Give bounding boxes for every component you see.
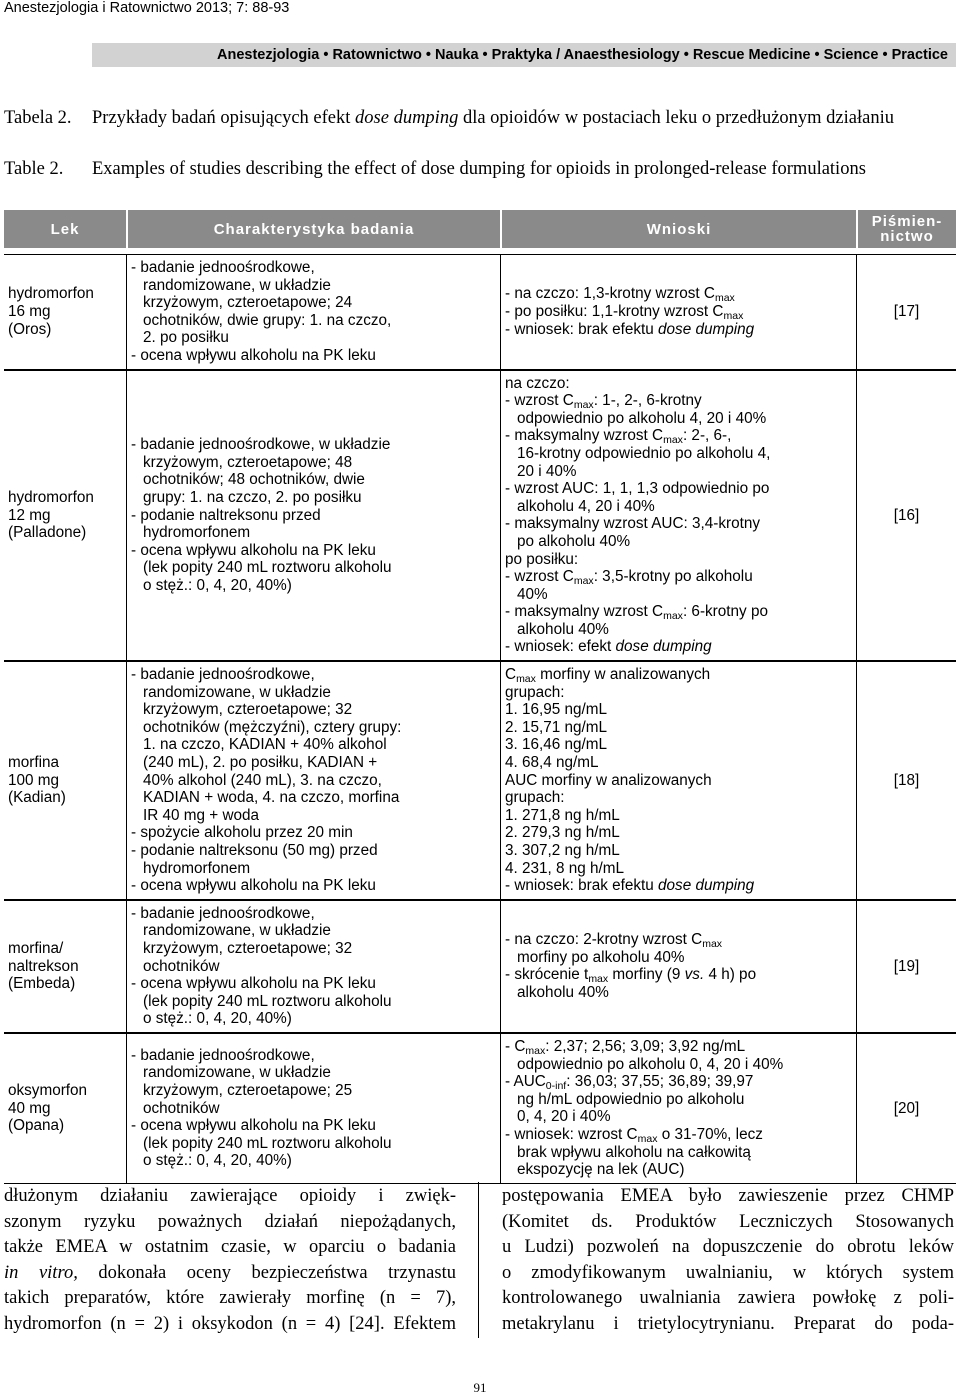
reference-cell: [17] bbox=[856, 254, 956, 370]
caption-text: Przykłady badań opisujących efekt dose dumping dla opioidów w postaciach leku o przedłużonym działaniu bbox=[92, 108, 894, 128]
study-cell: - badanie jednoośrodkowe, randomizowane, w układzie krzyżowym, czteroetapowe; 32 ochotników - ocena wpływu alkoholu na PK leku (lek popity 240 mL roztworu alkoholu o stęż.: 0, 4, 20, 40%) bbox=[126, 900, 500, 1033]
caption-text: Examples of studies describing the effect of dose dumping for opioids in prolonged-release formulations bbox=[92, 159, 866, 179]
table-row bbox=[4, 370, 956, 662]
study-cell: - badanie jednoośrodkowe, w układzie krzyżowym, czteroetapowe; 48 ochotników; 48 ochotników, dwie grupy: 1. na czczo, 2. po posiłku - podanie naltreksonu przed hydromorfonem - ocena wpływu alkoholu na PK leku (lek popity 240 mL roztworu alkoholu o stęż.: 0, 4, 20, 40%) bbox=[126, 370, 500, 662]
journal-banner: Anestezjologia • Ratownictwo • Nauka • Praktyka / Anaesthesiology • Rescue Medicine • Science • Practice bbox=[92, 43, 956, 67]
reference-cell: [18] bbox=[856, 661, 956, 900]
journal-citation: Anestezjologia i Ratownictwo 2013; 7: 88-93 bbox=[4, 0, 290, 16]
caption-label: Tabela 2. bbox=[4, 108, 72, 128]
header-references: Piśmien- nictwo bbox=[856, 210, 956, 248]
header-drug: Lek bbox=[4, 210, 126, 248]
conclusions-cell: - na czczo: 1,3-krotny wzrost $C_{max}$ - po posiłku: 1,1-krotny wzrost $C_{max}$ - wniosek: brak efektu dose dumping bbox=[500, 254, 856, 370]
body-text-left-column: dłużonym działaniu zawierające opioidy i zwięk- szonym ryzyku poważnych działań niepożądanych, także EMEA w ostatnim czasie, w oparciu o badania in vitro, dokonała oceny bezpieczeństwa trzynastu takich preparatów, które zawierały morfinę (n = 7), hydromorfon (n = 2) i oksykodon (n = 4) [24]. Efektem bbox=[4, 1186, 456, 1334]
body-text-right-column: postępowania EMEA było zawieszenie przez CHMP (Komitet ds. Produktów Leczniczych Stosowanych u Ludzi) pozwoleń na dopuszczenie do obrotu leków o zmodyfikowanym uwalnianiu, w których system kontrolowanego uwalniania zawiera powłokę z poli- metakrylanu i trietylocytrynianu. Preparat do poda- bbox=[502, 1186, 954, 1334]
reference-cell: [16] bbox=[856, 370, 956, 662]
table-row bbox=[4, 900, 956, 1033]
study-cell: - badanie jednoośrodkowe, randomizowane, w układzie krzyżowym, czteroetapowe; 32 ochotników (mężczyźni), cztery grupy: 1. na czczo, KADIAN + 40% alkohol (240 mL), 2. po posiłku, KADIAN + 40% alkohol (240 mL), 3. na czczo, KADIAN + woda, 4. na czczo, morfina IR 40 mg + woda - spożycie alkoholu przez 20 min - podanie naltreksonu (50 mg) przed hydromorfonem - ocena wpływu alkoholu na PK leku bbox=[126, 661, 500, 900]
study-cell: - badanie jednoośrodkowe, randomizowane, w układzie krzyżowym, czteroetapowe; 24 ochotników, dwie grupy: 1. na czczo, 2. po posiłku - ocena wpływu alkoholu na PK leku bbox=[126, 254, 500, 370]
column-divider bbox=[478, 1182, 479, 1338]
drug-cell: morfina 100 mg (Kadian) bbox=[4, 661, 126, 900]
table-header-row bbox=[4, 210, 956, 248]
reference-cell: [19] bbox=[856, 900, 956, 1033]
drug-cell: hydromorfon 16 mg (Oros) bbox=[4, 254, 126, 370]
conclusions-cell: $C_{max}$ morfiny w analizowanych grupach: 1. 16,95 ng/mL 2. 15,71 ng/mL 3. 16,46 ng/mL 4. 68,4 ng/mL AUC morfiny w analizowanych grupach: 1. 271,8 ng h/mL 2. 279,3 ng h/mL 3. 307,2 ng h/mL 4. 231, 8 ng h/mL - wniosek: brak efektu dose dumping bbox=[500, 661, 856, 900]
table-row bbox=[4, 661, 956, 900]
header-conclusions: Wnioski bbox=[500, 210, 856, 248]
caption-label: Table 2. bbox=[4, 159, 64, 179]
drug-cell: oksymorfon 40 mg (Opana) bbox=[4, 1033, 126, 1184]
conclusions-cell: - na czczo: 2-krotny wzrost $C_{max}$ morfiny po alkoholu 40% - skrócenie $t_{max}$ morfiny (9 vs. 4 h) po alkoholu 40% bbox=[500, 900, 856, 1033]
study-cell: - badanie jednoośrodkowe, randomizowane, w układzie krzyżowym, czteroetapowe; 25 ochotników - ocena wpływu alkoholu na PK leku (lek popity 240 mL roztworu alkoholu o stęż.: 0, 4, 20, 40%) bbox=[126, 1033, 500, 1184]
table-row bbox=[4, 254, 956, 370]
studies-table bbox=[4, 210, 956, 1184]
conclusions-cell: na czczo: - wzrost $C_{max}$: 1-, 2-, 6-krotny odpowiednio po alkoholu 4, 20 i 40% - maksymalny wzrost $C_{max}$: 2-, 6-, 16-krotny odpowiednio po alkoholu 4, 20 i 40% - wzrost AUC: 1, 1, 1,3 odpowiednio po alkoholu 4, 20 i 40% - maksymalny wzrost AUC: 3,4-krotny po alkoholu 40% po posiłku: - wzrost $C_{max}$: 3,5-krotny po alkoholu 40% - maksymalny wzrost $C_{max}$: 6-krotny po alkoholu 40% - wniosek: efekt dose dumping bbox=[500, 370, 856, 662]
table-row bbox=[4, 1033, 956, 1184]
page-number: 91 bbox=[473, 1380, 487, 1395]
drug-cell: hydromorfon 12 mg (Palladone) bbox=[4, 370, 126, 662]
reference-cell: [20] bbox=[856, 1033, 956, 1184]
header-study: Charakterystyka badania bbox=[126, 210, 500, 248]
drug-cell: morfina/ naltrekson (Embeda) bbox=[4, 900, 126, 1033]
conclusions-cell: - $C_{max}$: 2,37; 2,56; 3,09; 3,92 ng/mL odpowiednio po alkoholu 0, 4, 20 i 40% - $AUC_{0-inf}$: 36,03; 37,55; 36,89; 39,97 ng h/mL odpowiednio po alkoholu 0, 4, 20 i 40% - wniosek: wzrost $C_{max}$ o 31-70%, lecz brak wpływu alkoholu na całkowitą ekspozycję na lek (AUC) bbox=[500, 1033, 856, 1184]
